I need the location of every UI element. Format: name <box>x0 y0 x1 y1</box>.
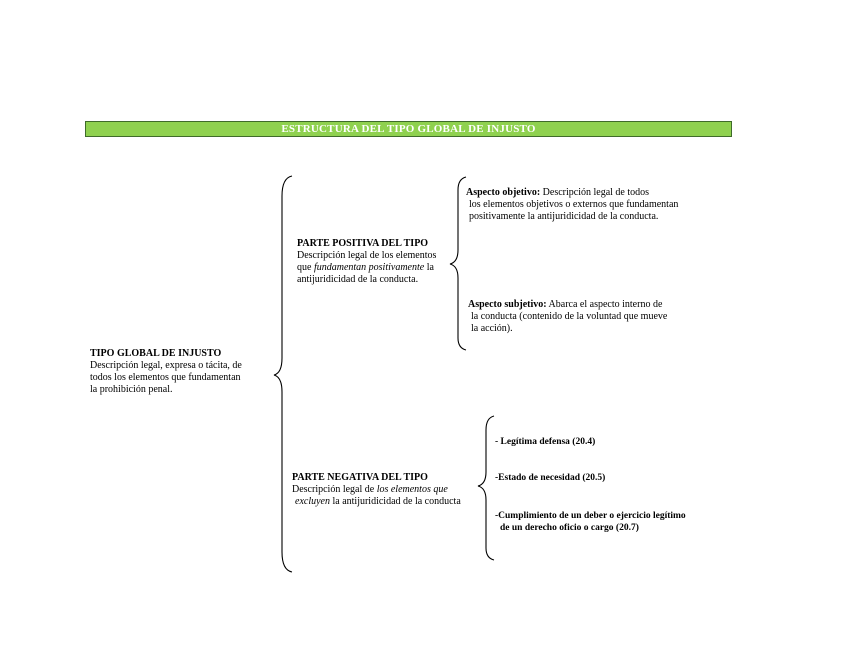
subjective-line-3: la acción). <box>471 323 513 334</box>
objective-label: Aspecto objetivo: <box>466 187 541 198</box>
objective-line-3: positivamente la antijuridicidad de la conducta. <box>469 211 659 222</box>
main-brace <box>274 176 292 572</box>
positive-line-3: antijuridicidad de la conducta. <box>297 274 419 285</box>
subjective-label: Aspecto subjetivo: <box>468 299 547 310</box>
justification-cumplimiento-line-2: de un derecho oficio o cargo (20.7) <box>500 523 639 533</box>
positive-line-1: Descripción legal de los elementos <box>297 250 437 261</box>
subjective-aspect <box>468 299 667 335</box>
positive-node <box>297 238 436 286</box>
justification-cumplimiento-line-1: -Cumplimiento de un deber o ejercicio legítimo <box>495 511 686 521</box>
negative-line-1: Descripción legal de los elementos que <box>292 484 448 495</box>
positive-line-2: que fundamentan positivamente la <box>297 262 434 273</box>
negative-heading: PARTE NEGATIVA DEL TIPO <box>292 472 428 483</box>
diagram-title: ESTRUCTURA DEL TIPO GLOBAL DE INJUSTO <box>85 121 732 137</box>
negative-line-2: excluyen la antijuridicidad de la conducta <box>295 496 461 507</box>
root-line-2: todos los elementos que fundamentan <box>90 372 241 383</box>
root-line-3: la prohibición penal. <box>90 384 173 395</box>
negative-brace <box>478 416 494 560</box>
subjective-line-1: Aspecto subjetivo: Abarca el aspecto interno de <box>468 299 663 310</box>
root-node <box>90 348 242 396</box>
positive-heading: PARTE POSITIVA DEL TIPO <box>297 238 429 249</box>
justification-legitima-defensa: - Legítima defensa (20.4) <box>495 437 596 447</box>
negative-node <box>292 472 461 508</box>
objective-aspect <box>466 187 678 223</box>
subjective-line-2: la conducta (contenido de la voluntad que mueve <box>471 311 668 322</box>
objective-line-2: los elementos objetivos o externos que fundamentan <box>469 199 679 210</box>
root-line-1: Descripción legal, expresa o tácita, de <box>90 360 242 371</box>
justification-cumplimiento-deber <box>495 510 686 534</box>
positive-brace <box>450 177 466 350</box>
justification-estado-necesidad: -Estado de necesidad (20.5) <box>495 473 606 483</box>
objective-line-1: Aspecto objetivo: Descripción legal de todos <box>466 187 650 198</box>
root-heading: TIPO GLOBAL DE INJUSTO <box>90 348 222 359</box>
